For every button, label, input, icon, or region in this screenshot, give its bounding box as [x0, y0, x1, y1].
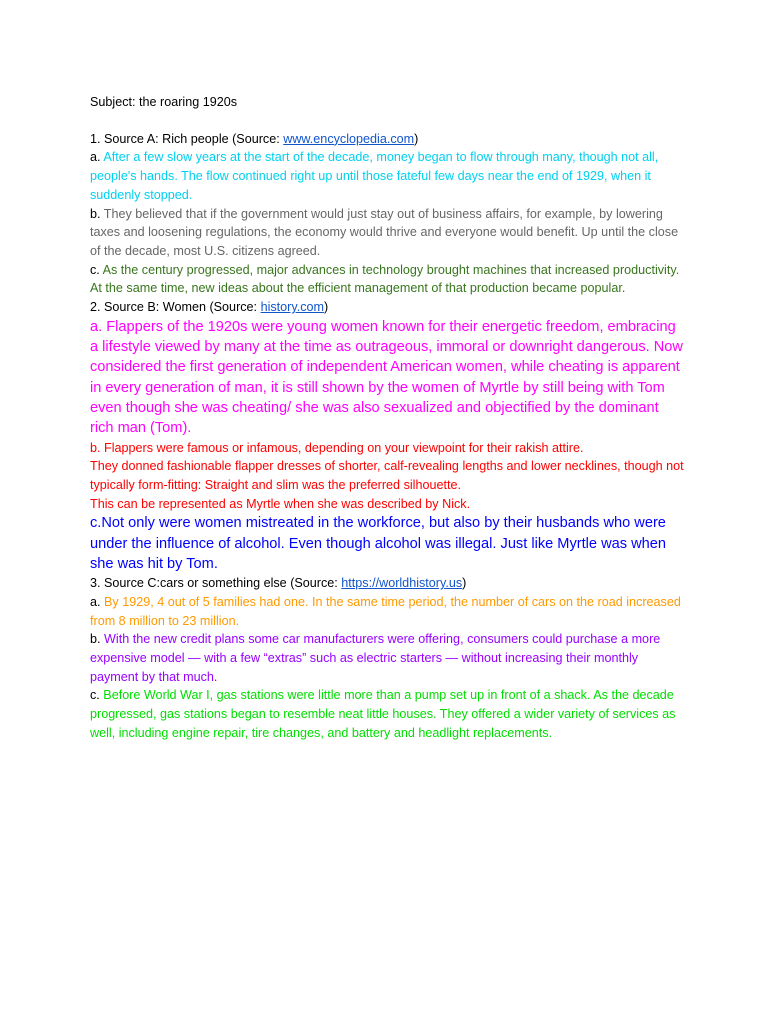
source-a-item-b [90, 205, 686, 261]
source-b-heading-text: 2. Source B: Women (Source: [90, 300, 261, 315]
source-c-item-a [90, 593, 686, 630]
document-body [90, 93, 686, 743]
source-c-heading [90, 574, 686, 593]
item-label: a. [90, 594, 101, 609]
source-c-item-b-text: With the new credit plans some car manufacturers were offering, consumers could purchase a more expensive model — with a few “extras” such as electric starters — without increasing their monthly payment by that much. [90, 632, 661, 684]
source-c-item-c-text: Before World War I, gas stations were little more than a pump set up in front of a shack. As the decade progressed, gas stations began to resemble neat little houses. They offered a wider variety of services as well, including engine repair, tire changes, and battery and headlight replacements. [90, 688, 676, 740]
item-label: b. [90, 206, 101, 221]
item-label: b. [90, 632, 101, 647]
source-a-item-b-text: They believed that if the government would just stay out of business affairs, for example, by lowering taxes and loosening regulations, the economy would thrive and everyone would benefit. Up until the close of the decade, most U.S. citizens agreed. [90, 206, 679, 258]
item-label: a. [90, 150, 101, 165]
source-c-heading-end: ) [462, 576, 467, 591]
source-a-item-c-text: As the century progressed, major advances in technology brought machines that increased productivity. At the same time, new ideas about the efficient management of that production became popular. [90, 262, 680, 296]
source-a-item-a-text: After a few slow years at the start of the decade, money began to flow through many, though not all, people's hands. The flow continued right up until those fateful few days near the end of 1929, when it suddenly stopped. [90, 150, 659, 202]
source-b-heading [90, 298, 686, 317]
source-b-heading-end: ) [324, 300, 329, 315]
source-b-link[interactable]: history.com [260, 300, 325, 315]
source-b-item-b-line3: This can be represented as Myrtle when she was described by Nick. [90, 496, 471, 511]
source-a-heading-text: 1. Source A: Rich people (Source: [90, 131, 284, 146]
source-a-item-a [90, 148, 686, 204]
subject-line: Subject: the roaring 1920s [90, 95, 238, 109]
source-c-item-a-text: By 1929, 4 out of 5 families had one. In the same time period, the number of cars on the road increased from 8 million to 23 million. [90, 594, 681, 628]
source-a-link[interactable]: www.encyclopedia.com [283, 131, 415, 146]
source-b-item-a: a. Flappers of the 1920s were young women known for their energetic freedom, embracing a lifestyle viewed by many at the time as outrageous, immoral or downright dangerous. Now considered the first generation of independent American women, while cheating is apparent in every generation of man, it is still shown by the women of Myrtle by still being with Tom even though she was cheating/ she was also sexualized and objectified by the dominant rich man (Tom). [90, 318, 683, 437]
source-c-link[interactable]: https://worldhistory.us [341, 576, 463, 591]
source-a-item-c [90, 261, 686, 298]
source-c-heading-text: 3. Source C:cars or something else (Source: [90, 576, 342, 591]
source-c-item-c [90, 686, 686, 742]
source-a-heading [90, 130, 686, 149]
source-a-heading-end: ) [414, 131, 419, 146]
source-b-item-c: c.Not only were women mistreated in the workforce, but also by their husbands who were under the influence of alcohol. Even though alcohol was illegal. Just like Myrtle was when she was hit by Tom. [90, 515, 666, 572]
source-c-item-b [90, 630, 686, 686]
item-label: c. [90, 262, 100, 277]
source-b-item-b-line1: b. Flappers were famous or infamous, depending on your viewpoint for their rakish attire. [90, 440, 584, 455]
item-label: c. [90, 688, 100, 703]
source-b-item-b-line2: They donned fashionable flapper dresses of shorter, calf-revealing lengths and lower necklines, though not typically form-fitting: Straight and slim was the preferred silhouette. [90, 459, 684, 492]
